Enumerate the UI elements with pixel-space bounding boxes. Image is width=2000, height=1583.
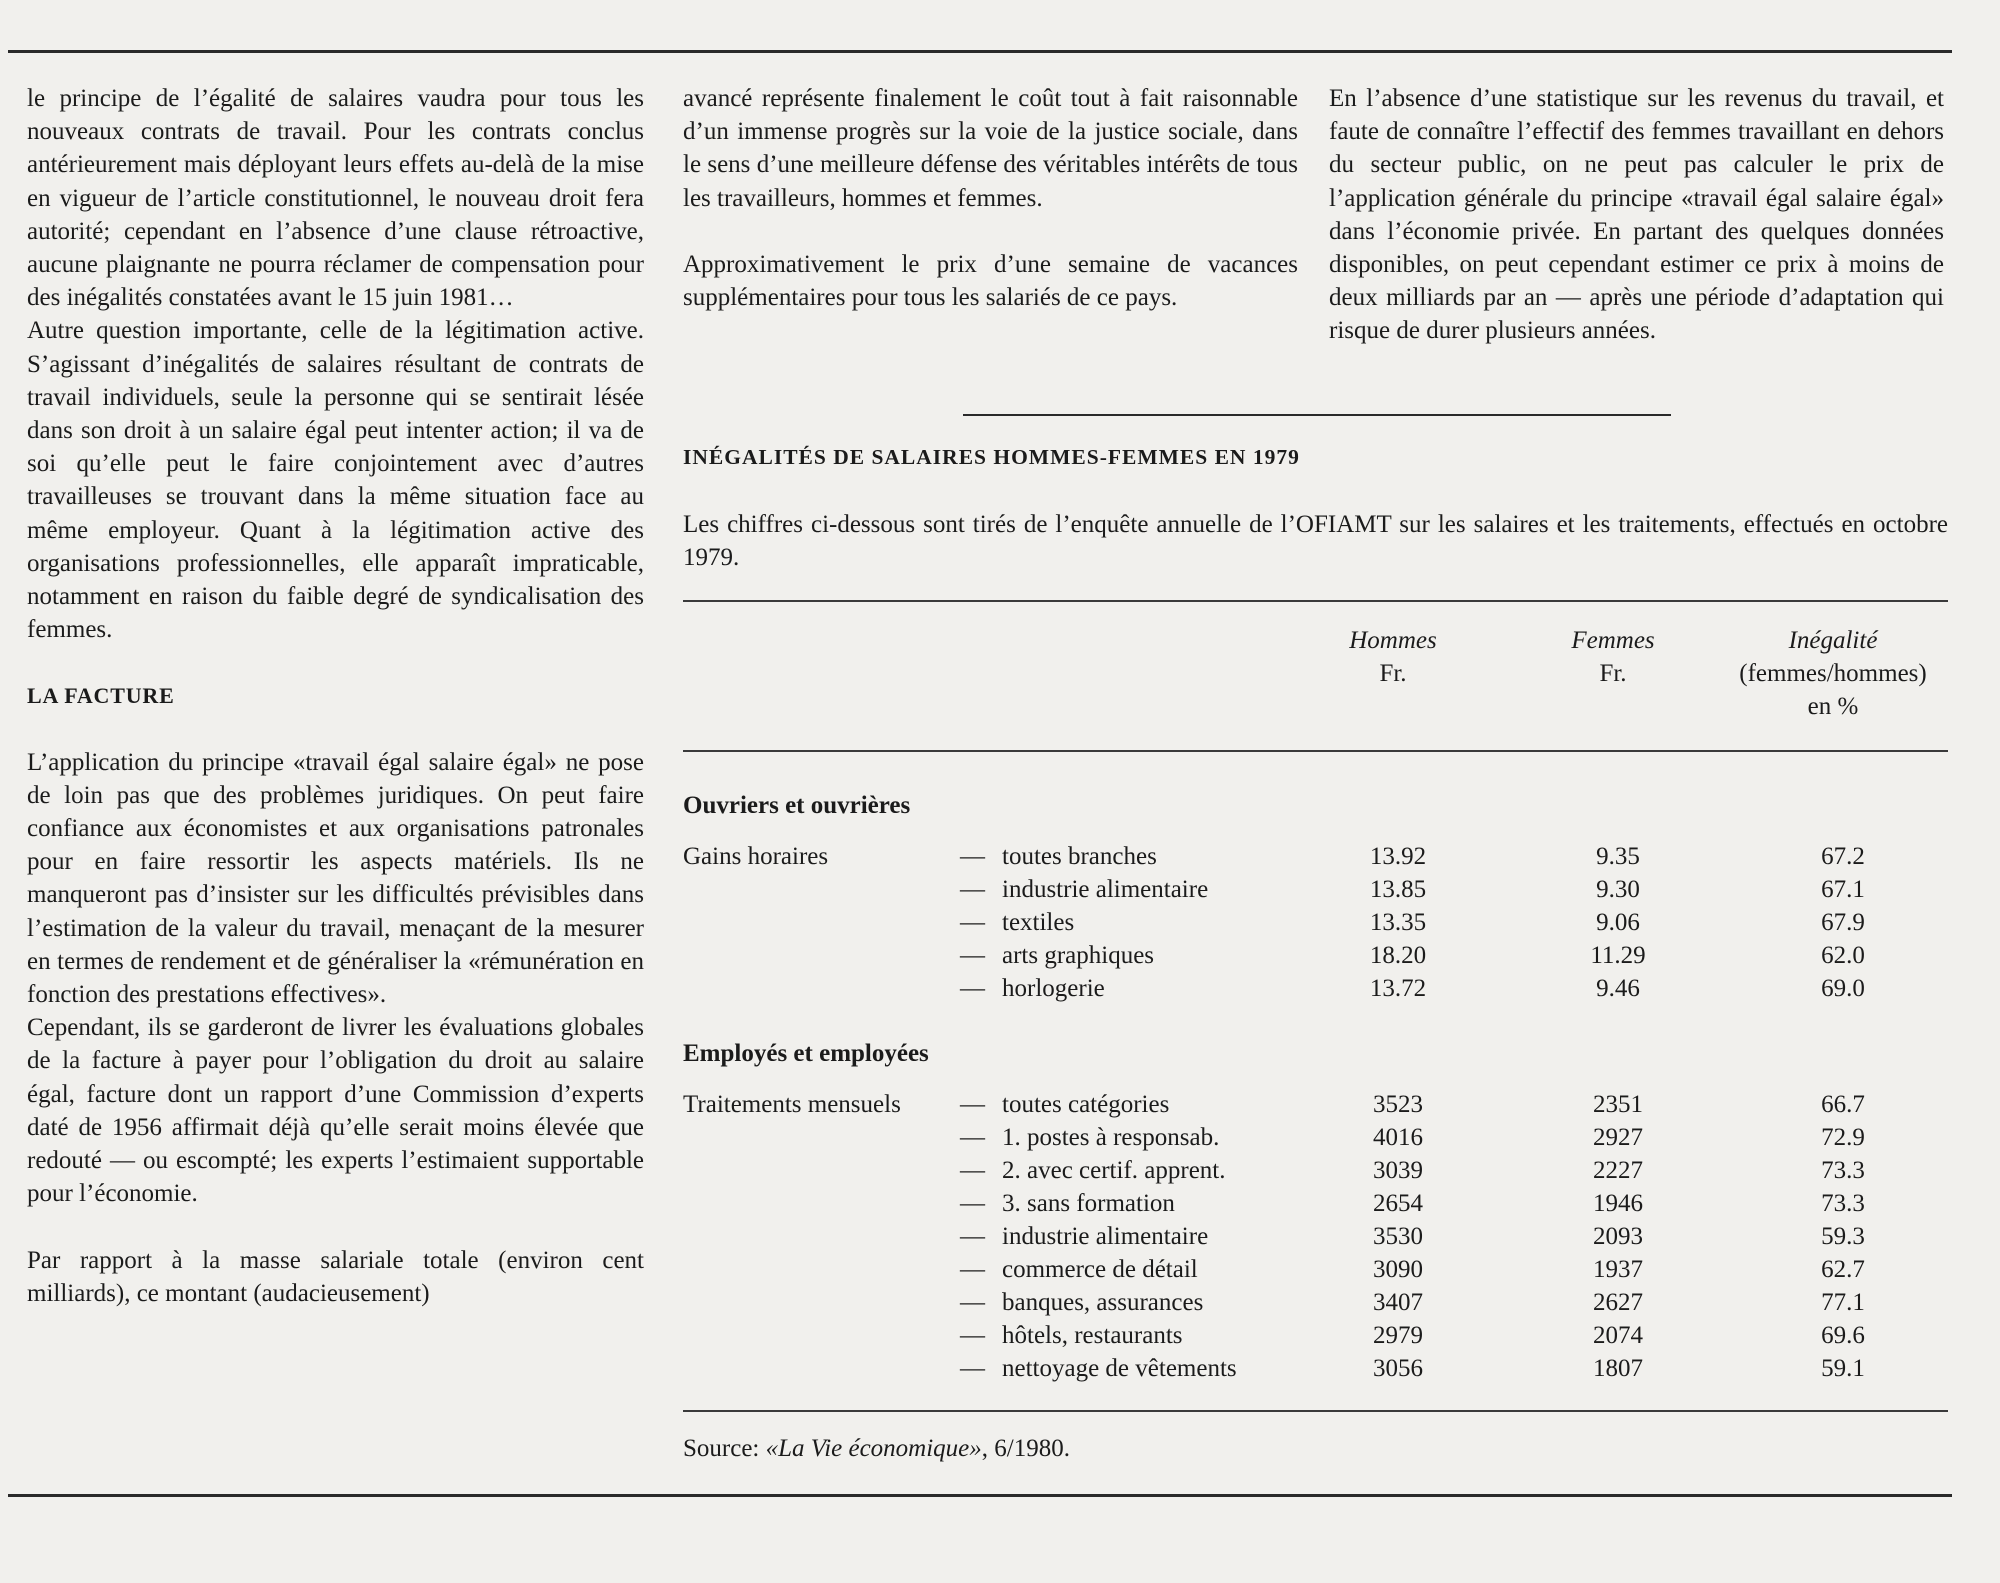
row-branch: arts graphiques xyxy=(1002,942,1155,969)
row-branch: 1. postes à responsab. xyxy=(1002,1124,1220,1151)
table-row xyxy=(683,873,1948,906)
row-dash: — xyxy=(960,942,985,969)
table-row xyxy=(683,1319,1948,1352)
table-source xyxy=(683,1435,1070,1463)
table-row xyxy=(683,1121,1948,1154)
table-row xyxy=(683,1220,1948,1253)
row-hommes-value: 3039 xyxy=(1373,1157,1423,1184)
header-inegalite-sub: (femmes/hommes) xyxy=(1739,660,1927,687)
table-row xyxy=(683,972,1948,1005)
table-title: INÉGALITÉS DE SALAIRES HOMMES-FEMMES EN 1979 xyxy=(683,445,1300,469)
row-inegalite-value: 72.9 xyxy=(1821,1124,1865,1151)
row-dash: — xyxy=(960,1223,985,1250)
header-inegalite xyxy=(1703,624,1963,723)
header-hommes-label: Hommes xyxy=(1349,627,1437,654)
table-separator-rule xyxy=(963,414,1671,416)
left-paragraph-5: Par rapport à la masse salariale totale (environ cent milliards), ce montant (audacieusement) xyxy=(27,1246,644,1307)
row-dash: — xyxy=(960,876,985,903)
header-femmes-unit: Fr. xyxy=(1599,660,1627,687)
table-row xyxy=(683,840,1948,873)
row-inegalite-value: 67.2 xyxy=(1821,843,1865,870)
row-hommes-value: 2654 xyxy=(1373,1190,1423,1217)
row-dash: — xyxy=(960,1091,985,1118)
row-branch: toutes branches xyxy=(1002,843,1157,870)
table-row xyxy=(683,906,1948,939)
table-rule-top xyxy=(683,600,1948,602)
row-inegalite-value: 73.3 xyxy=(1821,1190,1865,1217)
row-dash: — xyxy=(960,1256,985,1283)
row-inegalite-value: 69.0 xyxy=(1821,975,1865,1002)
row-inegalite-value: 59.1 xyxy=(1821,1355,1865,1382)
right-paragraph-1: En l’absence d’une statistique sur les revenus du travail, et faute de connaître l’effectif des femmes travaillant en dehors du secteur public, on ne peut pas calculer le prix de l’application générale du principe «travail égal salaire égal» dans l’économie privée. En partant des quelques données disponibles, on peut cependant estimer ce prix à moins de deux milliards par an — après une période d’adaptation qui risque de durer plusieurs années. xyxy=(1329,85,1944,345)
table-row xyxy=(683,1154,1948,1187)
row-dash: — xyxy=(960,1322,985,1349)
table-row xyxy=(683,1352,1948,1385)
bottom-rule xyxy=(8,1494,1952,1497)
row-branch: 2. avec certif. apprent. xyxy=(1002,1157,1226,1184)
source-suffix: , 6/1980. xyxy=(981,1435,1070,1462)
table-intro: Les chiffres ci-dessous sont tirés de l’enquête annuelle de l’OFIAMT sur les salaires et les traitements, effectués en octobre 1979. xyxy=(683,511,1948,572)
row-branch: horlogerie xyxy=(1002,975,1105,1002)
row-inegalite-value: 66.7 xyxy=(1821,1091,1865,1118)
middle-paragraph-2: Approximativement le prix d’une semaine de vacances supplémentaires pour tous les salariés de ce pays. xyxy=(683,250,1298,312)
row-hommes-value: 4016 xyxy=(1373,1124,1423,1151)
row-hommes-value: 13.35 xyxy=(1369,909,1427,936)
row-femmes-value: 11.29 xyxy=(1590,942,1646,969)
section-ouvriers-title: Ouvriers et ouvrières xyxy=(683,792,911,819)
row-hommes-value: 13.92 xyxy=(1369,843,1427,870)
row-branch: toutes catégories xyxy=(1002,1091,1170,1118)
row-branch: 3. sans formation xyxy=(1002,1190,1175,1217)
left-paragraph-4: Cependant, ils se garderont de livrer les évaluations globales de la facture à payer pour l’obligation du droit au salaire égal, facture dont un rapport d’une Commission d’experts daté de 1956 affirmait déjà qu’elle serait moins élevée que redouté — ou escompté; les experts l’estimaient supportable pour l’économie. xyxy=(27,1014,644,1208)
top-rule xyxy=(8,50,1952,53)
header-femmes-label: Femmes xyxy=(1571,627,1655,654)
row-branch: nettoyage de vêtements xyxy=(1002,1355,1237,1382)
row-hommes-value: 2979 xyxy=(1373,1322,1423,1349)
row-inegalite-value: 62.7 xyxy=(1821,1256,1865,1283)
row-femmes-value: 1946 xyxy=(1593,1190,1643,1217)
row-femmes-value: 2093 xyxy=(1593,1223,1643,1250)
header-hommes-unit: Fr. xyxy=(1379,660,1407,687)
table-row xyxy=(683,939,1948,972)
row-dash: — xyxy=(960,1124,985,1151)
row-branch: banques, assurances xyxy=(1002,1289,1204,1316)
row-inegalite-value: 67.1 xyxy=(1821,876,1865,903)
row-inegalite-value: 77.1 xyxy=(1821,1289,1865,1316)
header-inegalite-label: Inégalité xyxy=(1788,627,1878,654)
row-femmes-value: 2351 xyxy=(1593,1091,1643,1118)
left-paragraph-3: L’application du principe «travail égal salaire égal» ne pose de loin pas que des problèmes juridiques. On peut faire confiance aux économistes et aux organisations patronales pour en faire ressortir les aspects matériels. Ils ne manqueront pas d’insister sur les difficultés prévisibles dans l’estimation de la valeur du travail, menaçant de la mesurer en termes de rendement et de généraliser la «rémunération en fonction des prestations effectives». xyxy=(27,748,644,1009)
source-title: «La Vie économique» xyxy=(765,1435,982,1462)
row-femmes-value: 9.46 xyxy=(1596,975,1640,1002)
row-inegalite-value: 67.9 xyxy=(1821,909,1865,936)
row-branch: industrie alimentaire xyxy=(1002,876,1209,903)
row-dash: — xyxy=(960,1190,985,1217)
row-femmes-value: 2074 xyxy=(1593,1322,1643,1349)
row-femmes-value: 1937 xyxy=(1593,1256,1643,1283)
row-inegalite-value: 62.0 xyxy=(1821,942,1865,969)
header-hommes xyxy=(1318,624,1468,690)
row-branch: hôtels, restaurants xyxy=(1002,1322,1183,1349)
source-prefix: Source: xyxy=(683,1435,766,1462)
row-inegalite-value: 59.3 xyxy=(1821,1223,1865,1250)
middle-paragraph-1: avancé représente finalement le coût tout à fait raisonnable d’un immense progrès sur la voie de la justice sociale, dans le sens d’une meilleure défense des véritables intérêts de tous les travailleurs, hommes et femmes. xyxy=(683,85,1298,212)
row-category-label: Gains horaires xyxy=(683,843,829,870)
header-inegalite-unit: en % xyxy=(1807,693,1859,720)
row-dash: — xyxy=(960,1355,985,1382)
table-row xyxy=(683,1253,1948,1286)
row-femmes-value: 9.30 xyxy=(1596,876,1640,903)
row-category-label: Traitements mensuels xyxy=(683,1091,901,1118)
table-row xyxy=(683,1286,1948,1319)
row-dash: — xyxy=(960,909,985,936)
row-dash: — xyxy=(960,843,985,870)
header-femmes xyxy=(1538,624,1688,690)
row-inegalite-value: 69.6 xyxy=(1821,1322,1865,1349)
row-hommes-value: 13.85 xyxy=(1369,876,1427,903)
left-paragraph-2: Autre question importante, celle de la légitimation active. S’agissant d’inégalités de salaires résultant de contrats de travail individuels, seule la personne qui se sentirait lésée dans son droit à un salaire égal peut intenter action; il va de soi qu’elle peut le faire conjointement avec d’autres travailleuses se trouvant dans la même situation face au même employeur. Quant à la légitimation active des organisations professionnelles, elle apparaît impraticable, notamment en raison du faible degré de syndicalisation des femmes. xyxy=(27,317,644,644)
section-heading-facture: LA FACTURE xyxy=(27,683,175,709)
row-inegalite-value: 73.3 xyxy=(1821,1157,1865,1184)
row-branch: textiles xyxy=(1002,909,1075,936)
row-femmes-value: 2927 xyxy=(1593,1124,1643,1151)
right-column xyxy=(1329,82,1944,348)
middle-column xyxy=(683,82,1298,314)
row-branch: commerce de détail xyxy=(1002,1256,1198,1283)
row-hommes-value: 3090 xyxy=(1373,1256,1423,1283)
row-femmes-value: 1807 xyxy=(1593,1355,1643,1382)
left-paragraph-1: le principe de l’égalité de salaires vaudra pour tous les nouveaux contrats de travail. Pour les contrats conclus antérieurement mais déployant leurs effets au-delà de la mise en vigueur de l’article constitutionnel, le nouveau droit fera autorité; cependant en l’absence d’une clause rétroactive, aucune plaignante ne pourra réclamer de compensation pour des inégalités constatées avant le 15 juin 1981… xyxy=(27,85,644,312)
table-row xyxy=(683,1187,1948,1220)
row-dash: — xyxy=(960,1157,985,1184)
row-dash: — xyxy=(960,975,985,1002)
row-femmes-value: 9.06 xyxy=(1596,909,1640,936)
table-rule-header xyxy=(683,750,1948,752)
row-femmes-value: 2627 xyxy=(1593,1289,1643,1316)
row-hommes-value: 18.20 xyxy=(1369,942,1427,969)
row-hommes-value: 3523 xyxy=(1373,1091,1423,1118)
table-row xyxy=(683,1088,1948,1121)
row-hommes-value: 13.72 xyxy=(1369,975,1427,1002)
table-rule-bottom xyxy=(683,1410,1948,1412)
row-hommes-value: 3530 xyxy=(1373,1223,1423,1250)
left-column xyxy=(27,82,644,1310)
row-hommes-value: 3407 xyxy=(1373,1289,1423,1316)
row-hommes-value: 3056 xyxy=(1373,1355,1423,1382)
row-femmes-value: 9.35 xyxy=(1596,843,1640,870)
row-branch: industrie alimentaire xyxy=(1002,1223,1209,1250)
row-femmes-value: 2227 xyxy=(1593,1157,1643,1184)
row-dash: — xyxy=(960,1289,985,1316)
section-employes-title: Employés et employées xyxy=(683,1040,929,1067)
